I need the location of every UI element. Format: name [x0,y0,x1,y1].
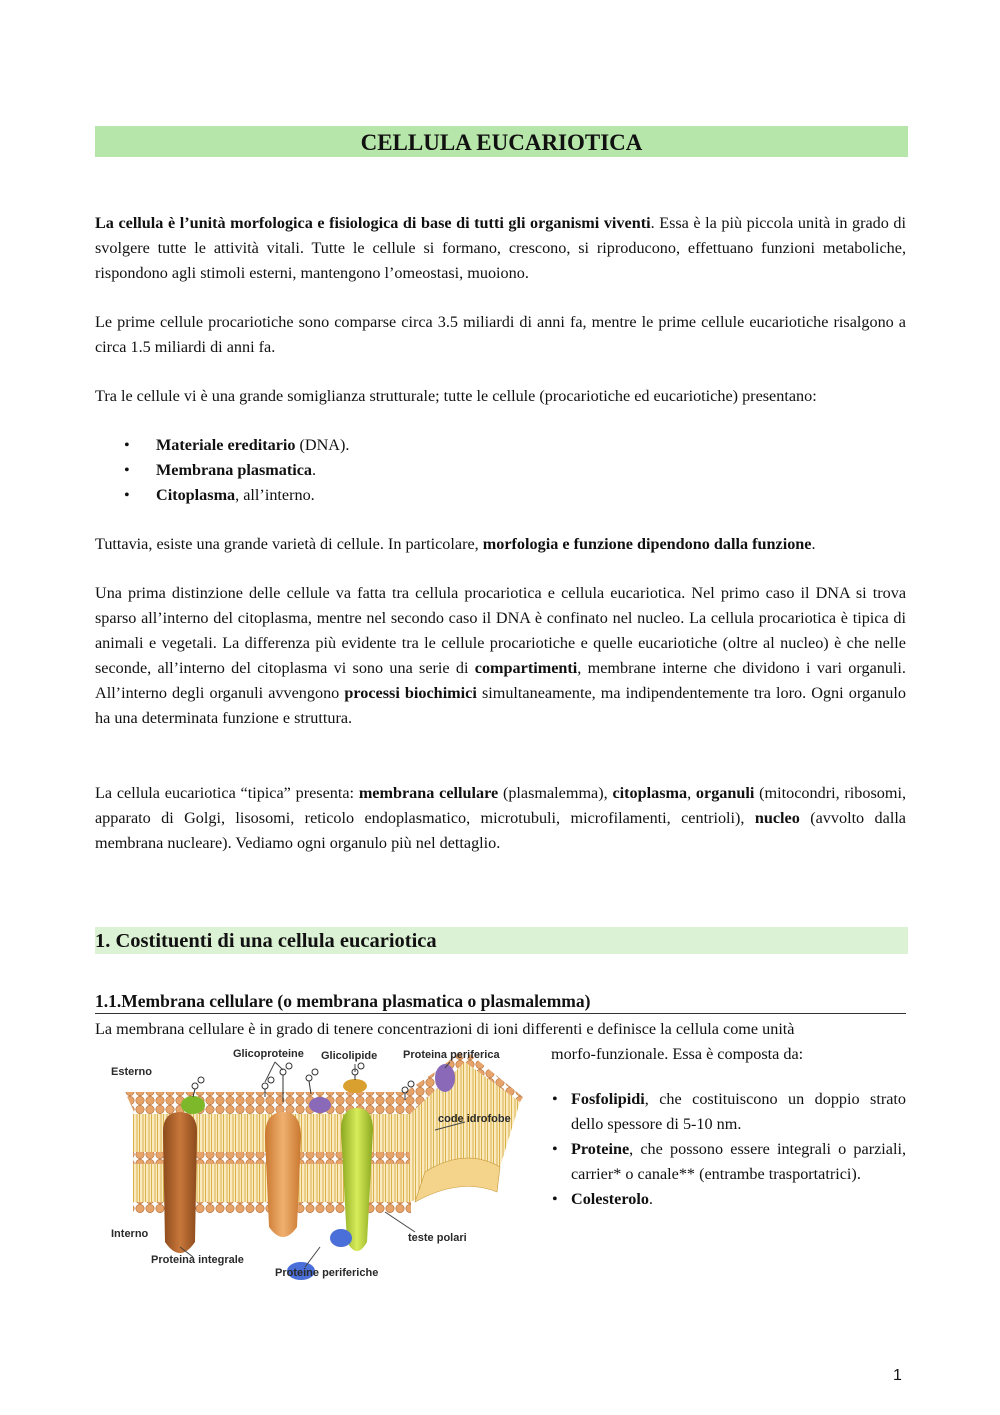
common-features-list [95,433,906,508]
list-item: • Citoplasma, all’interno. [95,483,906,508]
peripheral-protein-purple-right [435,1064,455,1092]
peripheral-protein-purple [309,1097,331,1113]
intro-paragraph-4: Tuttavia, esiste una grande varietà di cellule. In particolare, morfologia e funzione dipendono dalla funzione. [95,535,816,553]
intro-paragraph-6: La cellula eucariotica “tipica” presenta: membrana cellulare (plasmalemma), citoplasma, organuli (mitocondri, ribosomi, apparato di Golgi, lisosomi, reticolo endoplasmatico, microtubuli, microfilamenti, centrioli), nucleo (avvolto dalla membrana nucleare). Vediamo ogni organulo più nel dettaglio. [95,784,907,852]
page-number: 1 [893,1367,902,1384]
list-item: • Colesterolo. [551,1187,906,1212]
page-title: CELLULA EUCARIOTICA [95,126,908,157]
list-item: • Membrana plasmatica. [95,458,906,483]
peripheral-protein-blue-2 [330,1229,352,1247]
label-proteine-periferiche: Proteine periferiche [275,1267,379,1279]
integral-protein-green [341,1108,373,1251]
intro-paragraph-2: Le prime cellule procariotiche sono comparse circa 3.5 miliardi di anni fa, mentre le prime cellule eucariotiche risalgono a circa 1.5 miliardi di anni fa. [95,313,906,356]
integral-protein-brown [163,1112,197,1253]
label-proteina-periferica: Proteina periferica [403,1049,500,1061]
label-glicoproteine: Glicoproteine [233,1048,304,1060]
membrane-lead-line: La membrana cellulare è in grado di tenere concentrazioni di ioni differenti e definisce la cellula come unità [95,1020,795,1038]
label-proteina-integrale: Proteina integrale [151,1254,244,1266]
label-esterno: Esterno [111,1066,152,1078]
section-heading: 1. Costituenti di una cellula eucariotica [95,927,908,954]
cell-membrane-diagram [105,1042,535,1282]
integral-protein-orange [265,1112,301,1237]
list-item: • Proteine, che possono essere integrali o parziali, carrier* o canale** (entrambe trasportatrici). [551,1137,906,1187]
list-item: • Materiale ereditario (DNA). [95,433,906,458]
label-code-idrofobe: code idrofobe [438,1113,511,1125]
membrane-components-list [551,1087,906,1212]
glycolipid-head [343,1079,367,1093]
intro-paragraph-1: La cellula è l’unità morfologica e fisiologica di base di tutti gli organismi viventi. Essa è la più piccola unità in grado di svolgere tutte le attività vitali. Tutte le cellule si formano, crescono, si riproducono, effettuano funzioni metaboliche, rispondono agli stimoli esterni, mantengono l’omeostasi, muoiono. [95,214,906,282]
intro-paragraph-3: Tra le cellule vi è una grande somiglianza strutturale; tutte le cellule (procariotiche ed eucariotiche) presentano: [95,387,817,405]
list-item: • Fosfolipidi, che costituiscono un doppio strato dello spessore di 5-10 nm. [551,1087,906,1137]
label-teste-polari: teste polari [408,1232,467,1244]
subsection-heading: 1.1.Membrana cellulare (o membrana plasmatica o plasmalemma) [95,989,906,1014]
glycoprotein-green [181,1096,205,1114]
membrane-lead-continuation: morfo-funzionale. Essa è composta da: [551,1045,804,1063]
definition-bold: La cellula è l’unità morfologica e fisiologica di base di tutti gli organismi viventi [95,214,651,232]
intro-paragraph-5: Una prima distinzione delle cellule va fatta tra cellula procariotica e cellula eucariotica. Nel primo caso il DNA si trova sparso all’interno del citoplasma, mentre nel secondo caso il DNA è confinato nel nucleo. La cellula procariotica è tipica di animali e vegetali. La differenza più evidente tra le cellule procariotiche e quelle eucariotiche (oltre al nucleo) è che nelle seconde, all’interno del citoplasma vi sono una serie di compartimenti, membrane interne che dividono i vari organuli. All’interno degli organuli avvengono processi biochimici simultaneamente, ma indipendentemente tra loro. Ogni organulo ha una determinata funzione e struttura. [95,584,906,727]
label-interno: Interno [111,1228,149,1240]
label-glicolipide: Glicolipide [321,1050,378,1062]
